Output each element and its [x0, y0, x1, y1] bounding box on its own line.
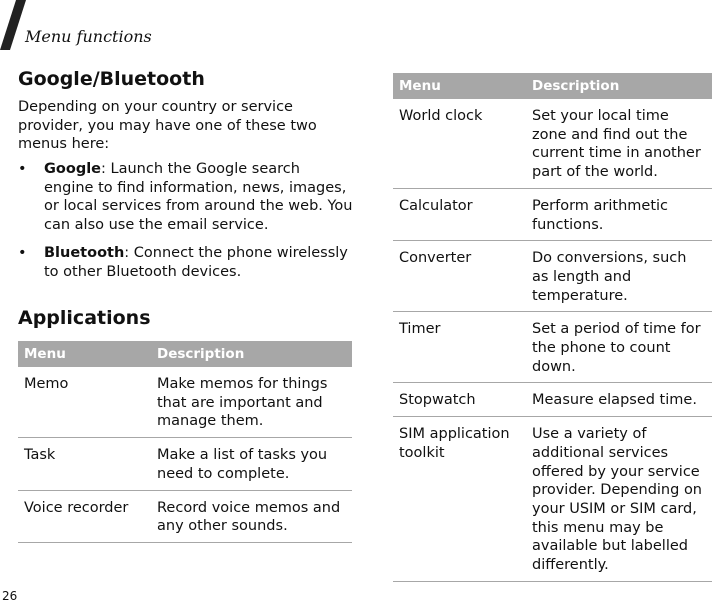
bullet-item-google — [18, 160, 353, 235]
table-cell-description: Record voice memos and any other sounds. — [151, 490, 352, 542]
table-cell-description: Make memos for things that are important and manage them. — [151, 367, 352, 438]
bullet-text: : Launch the Google search engine to find information, news, images, or local services from around the web. You can also use the email service. — [44, 161, 353, 234]
table-cell-menu: Memo — [18, 367, 151, 438]
header-title: Menu functions — [25, 27, 152, 46]
table-cell-description: Set your local time zone and find out the current time in another part of the world. — [526, 99, 712, 188]
table-row — [393, 99, 712, 188]
table-cell-menu: Calculator — [393, 188, 526, 240]
table-cell-description: Make a list of tasks you need to complete. — [151, 438, 352, 490]
table-header-description: Description — [151, 341, 352, 367]
table-cell-description: Use a variety of additional services offered by your service provider. Depending on your USIM or SIM card, this menu may be available but labelled differently. — [526, 417, 712, 582]
bullet-icon: • — [18, 244, 27, 261]
page-number: 26 — [2, 589, 18, 603]
applications-heading: Applications — [18, 307, 151, 329]
bullet-item-bluetooth — [18, 244, 353, 281]
table-cell-menu: World clock — [393, 99, 526, 188]
table-header-row — [393, 73, 712, 99]
bullet-icon: • — [18, 161, 27, 177]
table-cell-menu: Stopwatch — [393, 383, 526, 417]
table-row — [393, 383, 712, 417]
header-slash-graphic — [0, 0, 26, 50]
table-row — [18, 438, 352, 490]
table-cell-menu: SIM application toolkit — [393, 417, 526, 582]
table-header-description: Description — [526, 73, 712, 99]
table-row — [393, 312, 712, 383]
table-cell-description: Set a period of time for the phone to count down. — [526, 312, 712, 383]
table-cell-menu: Timer — [393, 312, 526, 383]
table-cell-menu: Converter — [393, 241, 526, 312]
applications-table-right — [393, 73, 712, 582]
table-row — [393, 417, 712, 582]
table-header-row — [18, 341, 352, 367]
table-row — [18, 367, 352, 438]
google-bluetooth-bullet-list — [18, 160, 353, 290]
bullet-term: Bluetooth — [44, 244, 125, 261]
table-cell-description: Measure elapsed time. — [526, 383, 712, 417]
table-row — [393, 188, 712, 240]
table-header-menu: Menu — [393, 73, 526, 99]
google-bluetooth-intro: Depending on your country or service provider, you may have one of these two menus here: — [18, 99, 317, 153]
table-cell-description: Perform arithmetic functions. — [526, 188, 712, 240]
google-bluetooth-heading: Google/Bluetooth — [18, 68, 205, 90]
table-cell-menu: Task — [18, 438, 151, 490]
table-header-menu: Menu — [18, 341, 151, 367]
bullet-term: Google — [44, 161, 102, 177]
table-row — [393, 241, 712, 312]
applications-table-left — [18, 341, 352, 543]
table-row — [18, 490, 352, 542]
bullet-text: : Connect the phone wirelessly to other Bluetooth devices. — [44, 244, 348, 280]
table-cell-menu: Voice recorder — [18, 490, 151, 542]
table-cell-description: Do conversions, such as length and temperature. — [526, 241, 712, 312]
